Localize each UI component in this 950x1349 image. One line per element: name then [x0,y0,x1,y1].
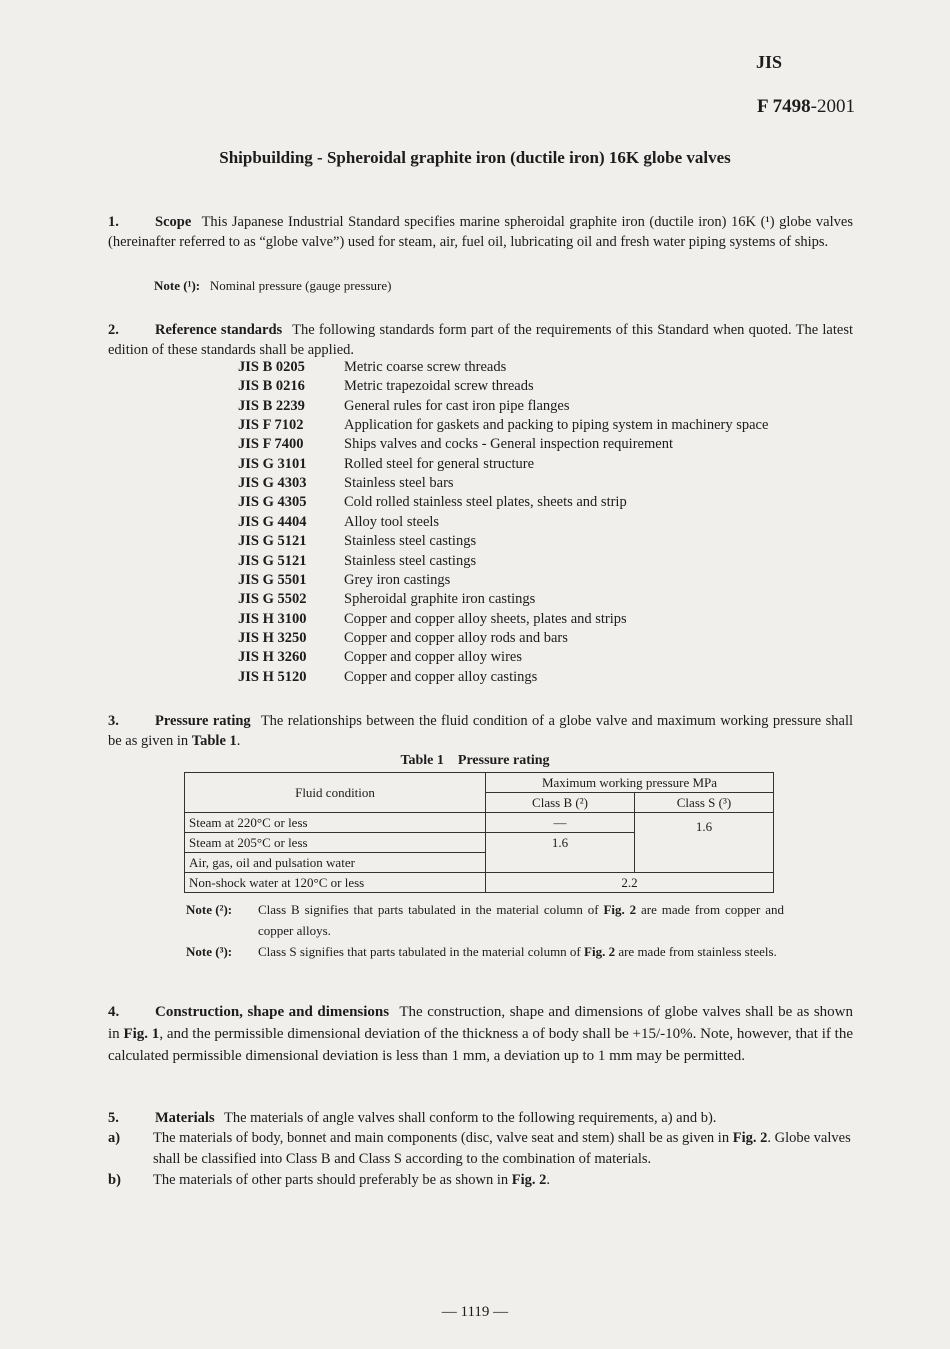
standard-code: JIS B 0216 [238,378,305,395]
standard-code: JIS H 3260 [238,649,307,666]
header-fluid-condition: Fluid condition [185,773,486,813]
section-text: The construction, shape and dimensions of globe valves shall be as shown in [108,1004,853,1042]
section-heading: Materials [155,1110,215,1126]
section-number: 5. [108,1110,119,1126]
standard-code: JIS G 5501 [238,571,307,588]
standard-title: Stainless steel castings [344,552,477,569]
item-text: The materials of other parts should preferably be as shown in Fig. 2. [153,1172,551,1188]
item-label: a) [108,1130,121,1146]
standard-title: Spheroidal graphite iron castings [344,591,536,608]
pressure-rating-table [184,772,774,893]
standard-code: JIS G 4303 [238,475,307,492]
page-number: — 1119 — [441,1304,509,1320]
section-text: The materials of angle valves shall conform to the following requirements, a) and b). [223,1110,717,1126]
note-label: Note (²): [186,902,233,917]
header-max-pressure: Maximum working pressure MPa [486,773,774,793]
standard-code: JIS F 7400 [238,436,304,453]
standard-code: JIS G 3101 [238,455,307,472]
row-fluid: Air, gas, oil and pulsation water [185,853,486,873]
standard-title: Application for gaskets and packing to piping system in machinery space [344,417,769,434]
standard-code: JIS B 2239 [238,397,305,414]
standard-entry [238,436,673,453]
standard-code: JIS B 0205 [238,359,305,375]
standard-code: JIS H 3250 [238,629,307,646]
standard-entry [238,456,534,473]
note-label: Note (³): [186,944,233,959]
standard-year: -2001 [810,96,855,117]
section-number: 2. [108,322,119,338]
figure-reference: Fig. 1 [123,1026,160,1042]
standard-code: JIS G 5502 [238,591,307,608]
standard-entry [238,669,537,686]
row-fluid: Steam at 205°C or less [185,833,486,853]
standard-title: General rules for cast iron pipe flanges [344,397,570,414]
section-text: This Japanese Industrial Standard specifies marine spheroidal graphite iron (ductile iron) 16K (¹) globe valves (hereinafter referred to as “globe valve”) used for steam, air, fuel oil, lubricating oil and fresh water piping systems of ships. [108,214,853,250]
standard-entry [238,417,768,434]
cell-both-classes-value: 2.2 [486,873,774,893]
header-jis: JIS [756,52,783,72]
standard-entry [238,475,454,492]
section-heading: Pressure rating [155,713,251,729]
standard-title: Rolled steel for general structure [344,455,535,472]
cell-class-b-value: 1.6 [486,833,635,873]
note-text: Nominal pressure (gauge pressure) [209,278,392,293]
standard-title: Copper and copper alloy rods and bars [344,629,568,646]
standard-code: F 7498 [757,96,811,117]
section-pressure-rating: 3. Pressure rating The relationships between the fluid condition of a globe valve and maximum working pressure shall be as given in Table 1. [108,713,853,749]
standard-title: Copper and copper alloy wires [344,649,522,666]
standard-title: Copper and copper alloy sheets, plates and strips [344,610,627,627]
figure-reference: Fig. 2 [511,1172,547,1188]
standard-code: JIS G 4404 [238,513,307,530]
standard-code: JIS G 4305 [238,494,307,511]
note-text: Class S signifies that parts tabulated in the material column of Fig. 2 are made from stainless steels. [258,944,777,959]
table-note-2 [186,899,784,941]
figure-reference: Fig. 2 [603,902,637,917]
standard-entry [238,494,627,511]
standard-code: JIS H 3100 [238,610,307,627]
cell-class-s-value: 1.6 [635,813,774,873]
standard-title: Cold rolled stainless steel plates, sheets and strip [344,494,627,511]
standard-entry [238,378,534,395]
table-note-3 [186,941,784,962]
standard-code: JIS G 5121 [238,533,307,550]
standard-title: Ships valves and cocks - General inspection requirement [344,436,673,453]
standard-title: Stainless steel bars [344,475,454,492]
standard-title: Grey iron castings [344,571,451,588]
note-label: Note (¹): [154,278,201,293]
standard-title: Stainless steel castings [344,533,477,550]
page-title: Shipbuilding - Spheroidal graphite iron (ductile iron) 16K globe valves [219,148,731,167]
section-reference-standards [108,320,853,360]
header-class-b: Class B (²) [486,793,635,813]
section-heading: Reference standards [155,322,283,338]
section-materials [108,1108,853,1128]
section-heading: Scope [155,214,192,230]
standard-entry [238,611,627,628]
section-number: 1. [108,214,119,230]
header-class-s: Class S (³) [635,793,774,813]
standard-entry [238,649,522,666]
row-fluid: Non-shock water at 120°C or less [185,873,486,893]
standard-entry [238,514,439,531]
cell-class-b-dash: — [486,813,635,833]
item-text: The materials of body, bonnet and main components (disc, valve seat and stem) shall be as given in Fig. 2. Globe valves shall be classified into Class B and Class S according to the combination of materials. [153,1130,851,1167]
standard-entry [238,553,476,570]
standard-title: Metric coarse screw threads [344,359,507,375]
standard-entry [238,591,535,608]
standard-entry [238,359,506,376]
section-construction: 4. Construction, shape and dimensions The construction, shape and dimensions of globe valves shall be as shown in Fig. 1, and the permissible dimensional deviation of the thickness a of body shall be +15/-10%. Note, however, that if the calculated permissible dimensional deviation is less than 1 mm, a deviation up to 1 mm may be permitted. [108,1001,853,1067]
standard-code: JIS H 5120 [238,668,307,685]
note-text: Class B signifies that parts tabulated in the material column of Fig. 2 are made from copper and copper alloys. [258,902,784,938]
section-number: 3. [108,713,119,729]
standard-entry [238,398,569,415]
materials-item-b [108,1170,853,1191]
standard-entry [238,572,450,589]
section-text: The following standards form part of the requirements of this Standard when quoted. The latest edition of these standards shall be applied. [108,322,853,358]
section-heading: Construction, shape and dimensions [155,1004,390,1020]
header-standard-number [757,96,855,118]
standard-entry [238,630,568,647]
standard-title: Metric trapezoidal screw threads [344,378,534,395]
section-text: The relationships between the fluid condition of a globe valve and maximum working pressure shall be as given in [108,713,853,749]
section-number: 4. [108,1004,120,1020]
figure-reference: Fig. 2 [732,1130,768,1146]
standard-code: JIS G 5121 [238,552,307,569]
item-label: b) [108,1172,121,1188]
figure-reference: Fig. 2 [584,944,616,959]
materials-item-a [108,1128,853,1170]
standard-title: Copper and copper alloy castings [344,668,538,685]
standard-entry [238,533,476,550]
scope-note [154,278,391,294]
standard-title: Alloy tool steels [344,513,440,530]
standard-code: JIS F 7102 [238,417,304,434]
table-reference: Table 1 [191,733,237,749]
section-scope [108,212,853,252]
table-caption: Table 1 Pressure rating [400,753,550,768]
row-fluid: Steam at 220°C or less [185,813,486,833]
